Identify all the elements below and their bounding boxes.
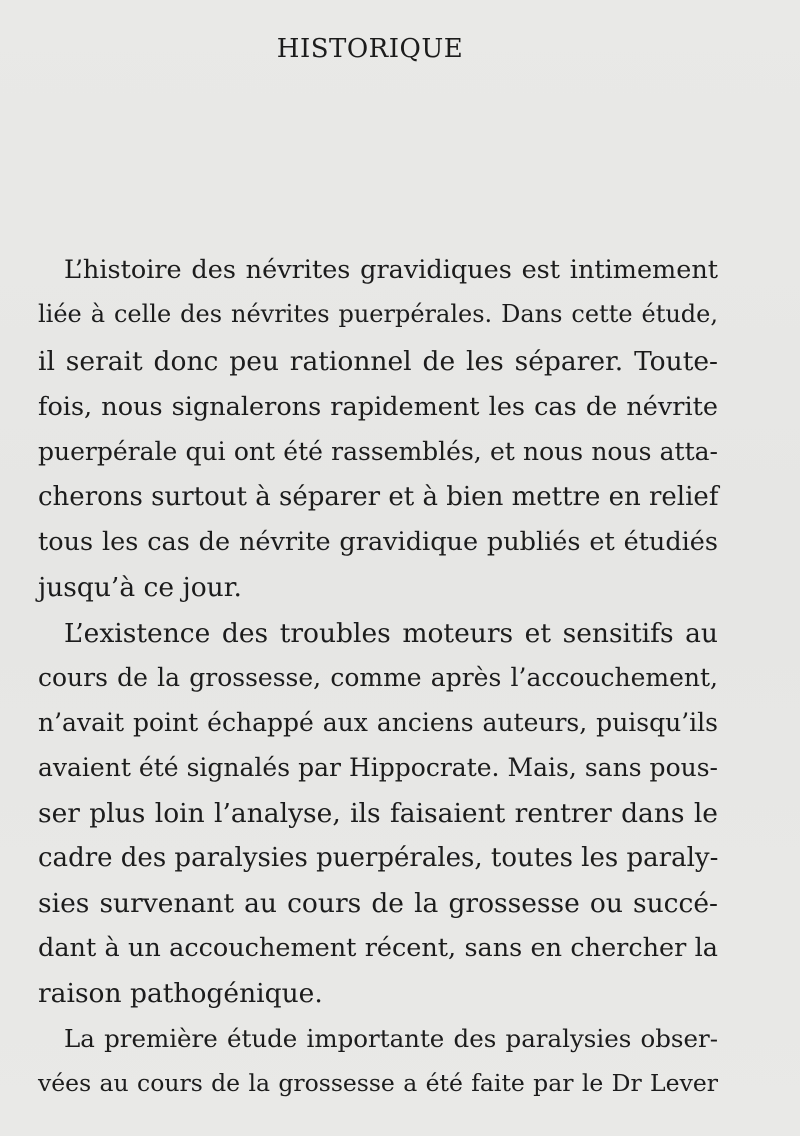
- text-line: n’avait point échappé aux anciens auteurs, puisqu’ils: [38, 708, 718, 737]
- text-line: cadre des paralysies puerpérales, toutes les paraly-: [38, 843, 719, 873]
- text-line: L’existence des troubles moteurs et sensitifs au: [64, 618, 718, 649]
- text-line: fois, nous signalerons rapidement les cas de névrite: [38, 392, 718, 422]
- text-line: puerpérale qui ont été rassemblés, et nous nous atta-: [38, 437, 718, 466]
- text-line: avaient été signalés par Hippocrate. Mais, sans pous-: [38, 753, 718, 782]
- text-line: raison pathogénique.: [38, 978, 323, 1009]
- text-line: La première étude importante des paralysies obser-: [64, 1024, 718, 1053]
- text-line: liée à celle des névrites puerpérales. Dans cette étude,: [38, 300, 718, 328]
- text-line: il serait donc peu rationnel de les séparer. Toute-: [38, 346, 718, 377]
- text-line: sies survenant au cours de la grossesse ou succé-: [38, 888, 718, 919]
- text-line: cours de la grossesse, comme après l’accouchement,: [38, 663, 718, 692]
- text-line: ser plus loin l’analyse, ils faisaient rentrer dans le: [38, 798, 718, 829]
- text-line: tous les cas de névrite gravidique publiés et étudiés: [38, 527, 718, 557]
- page-title: HISTORIQUE: [276, 34, 464, 64]
- text-line: cherons surtout à séparer et à bien mettre en relief: [38, 482, 719, 512]
- text-line: L’histoire des névrites gravidiques est intimement: [64, 255, 718, 285]
- text-line: dant à un accouchement récent, sans en chercher la: [38, 933, 718, 963]
- text-line: jusqu’à ce jour.: [38, 572, 242, 603]
- text-line: vées au cours de la grossesse a été faite par le Dr Lever: [38, 1069, 718, 1097]
